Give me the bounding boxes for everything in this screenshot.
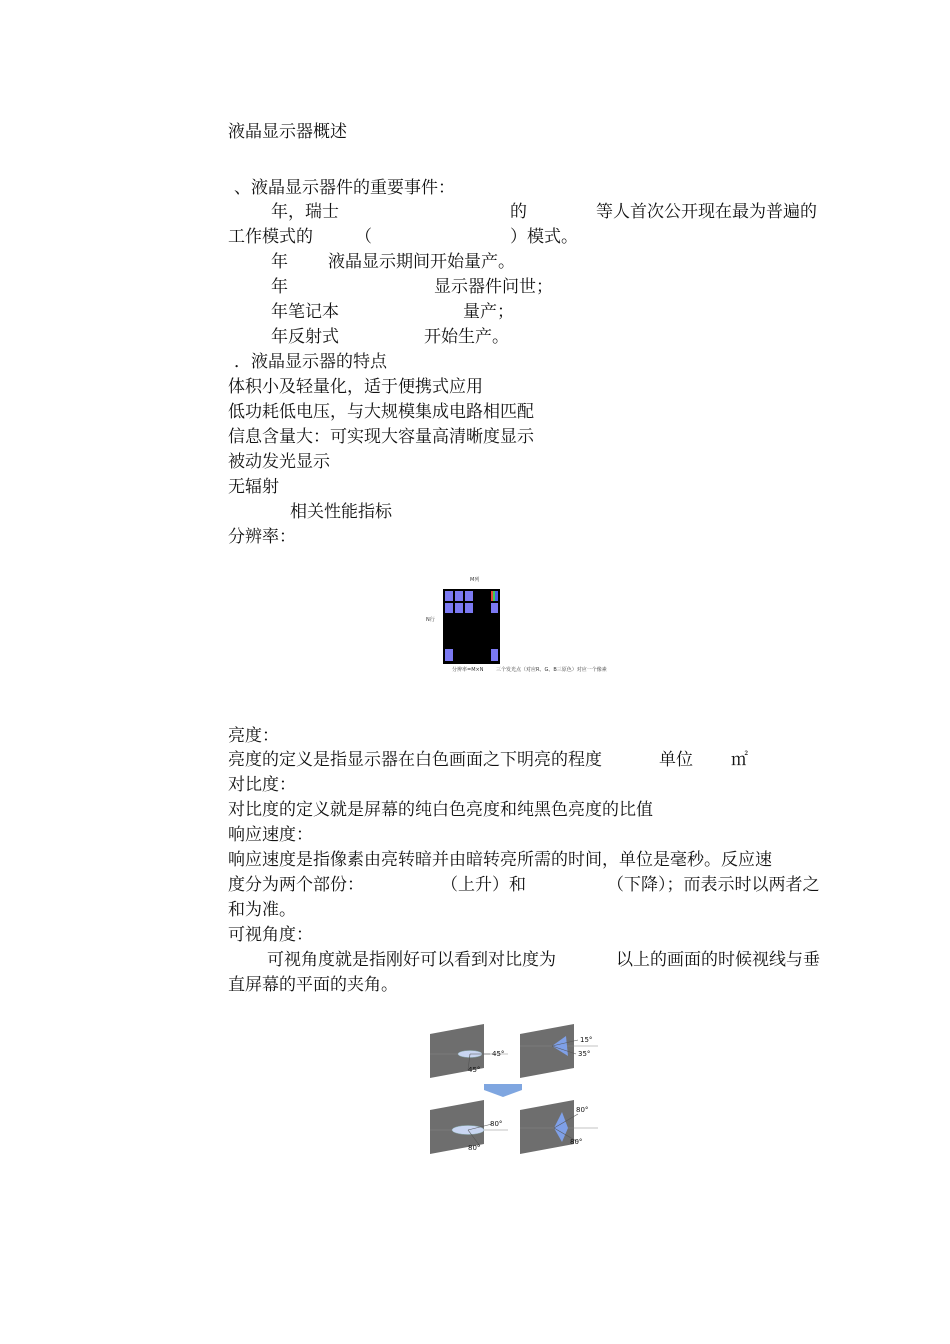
viewing-panel-2 <box>520 1024 598 1078</box>
pixel-cell <box>455 603 463 613</box>
figure-1-caption-right: 三个发光点（对应R、G、B三原色）对应一个像素 <box>496 667 607 673</box>
event-4-part-a: 年笔记本 <box>271 302 339 322</box>
rgb-subpixel-green <box>493 591 495 601</box>
figure-1-top-label: M列 <box>470 577 480 583</box>
event-1-part-d: 工作模式的 <box>228 227 313 247</box>
contrast-definition: 对比度的定义就是屏幕的纯白色亮度和纯黑色亮度的比值 <box>228 800 653 820</box>
rgb-subpixel-blue <box>495 591 498 601</box>
feature-item-1: 体积小及轻量化，适于便携式应用 <box>228 377 483 397</box>
event-1-part-e: （ <box>355 227 372 247</box>
event-3-part-a: 年 <box>271 277 288 297</box>
section-3-heading: 相关性能指标 <box>290 502 392 522</box>
viewing-panel-3 <box>430 1100 508 1154</box>
event-5-part-b: 开始生产。 <box>424 327 509 347</box>
angle-label: 35° <box>578 1050 591 1058</box>
viewing-angle-definition-b: 以上的画面的时候视线与垂 <box>616 950 820 970</box>
event-1-part-a: 年，瑞士 <box>271 202 339 222</box>
angle-label: 80° <box>570 1138 583 1146</box>
resolution-label: 分辨率： <box>228 527 296 547</box>
feature-item-4: 被动发光显示 <box>228 452 330 472</box>
resolution-diagram <box>422 573 622 678</box>
angle-label: 80° <box>490 1120 503 1128</box>
pixel-cell <box>491 603 498 613</box>
response-definition-line-2b: （上升）和 <box>441 875 526 895</box>
response-definition-line-2c: （下降）；而表示时以两者之 <box>607 875 820 895</box>
feature-item-5: 无辐射 <box>228 477 279 497</box>
event-3-part-b: 显示器件问世； <box>434 277 553 297</box>
angle-label: 45° <box>468 1066 481 1074</box>
event-1-part-f: ）模式。 <box>510 227 578 247</box>
event-5-part-a: 年反射式 <box>271 327 339 347</box>
viewing-panel-1 <box>430 1024 508 1078</box>
angle-label: 80° <box>468 1144 481 1152</box>
figure-1-caption-left: 分辨率=M×N <box>452 667 484 673</box>
response-label: 响应速度： <box>228 825 313 845</box>
brightness-unit-label: 单位 <box>659 750 693 770</box>
viewing-angle-definition-line-2: 直屏幕的平面的夹角。 <box>228 975 398 995</box>
event-4-part-b: 量产； <box>463 302 514 322</box>
brightness-unit: ㎡ <box>731 750 748 770</box>
viewing-angle-label: 可视角度： <box>228 925 313 945</box>
section-2-heading: ．液晶显示器的特点 <box>234 352 387 372</box>
page-title: 液晶显示器概述 <box>228 122 347 142</box>
angle-label: 45° <box>492 1050 505 1058</box>
response-definition-line-1: 响应速度是指像素由亮转暗并由暗转亮所需的时间，单位是毫秒。反应速 <box>228 850 772 870</box>
pixel-cell <box>445 591 453 601</box>
angle-label: 80° <box>576 1106 589 1114</box>
contrast-label: 对比度： <box>228 775 296 795</box>
pixel-cell <box>465 603 473 613</box>
pixel-cell <box>445 603 453 613</box>
response-definition-line-2a: 度分为两个部份： <box>228 875 364 895</box>
event-2-part-b: 液晶显示期间开始量产。 <box>328 252 515 272</box>
angle-label: 15° <box>580 1036 593 1044</box>
event-2-part-a: 年 <box>271 252 288 272</box>
pixel-cell <box>491 649 498 661</box>
viewing-angle-diagram <box>428 1020 608 1160</box>
viewing-angle-definition-a: 可视角度就是指刚好可以看到对比度为 <box>267 950 556 970</box>
rgb-subpixel-red <box>491 591 493 601</box>
viewing-panel-4 <box>520 1100 598 1154</box>
event-1-part-c: 等人首次公开现在最为普遍的 <box>596 202 817 222</box>
feature-item-2: 低功耗低电压，与大规模集成电路相匹配 <box>228 402 534 422</box>
transition-arrow-icon <box>484 1084 522 1097</box>
pixel-cell <box>455 591 463 601</box>
section-1-heading: 、液晶显示器件的重要事件： <box>234 178 455 198</box>
brightness-definition: 亮度的定义是指显示器在白色画面之下明亮的程度 <box>228 750 602 770</box>
pixel-cell <box>445 649 453 661</box>
event-1-part-b: 的 <box>510 202 527 222</box>
figure-1-side-label: N行 <box>426 617 435 623</box>
feature-item-3: 信息含量大：可实现大容量高清晰度显示 <box>228 427 534 447</box>
brightness-label: 亮度： <box>228 726 279 746</box>
pixel-cell <box>465 591 473 601</box>
response-definition-line-3: 和为准。 <box>228 900 296 920</box>
